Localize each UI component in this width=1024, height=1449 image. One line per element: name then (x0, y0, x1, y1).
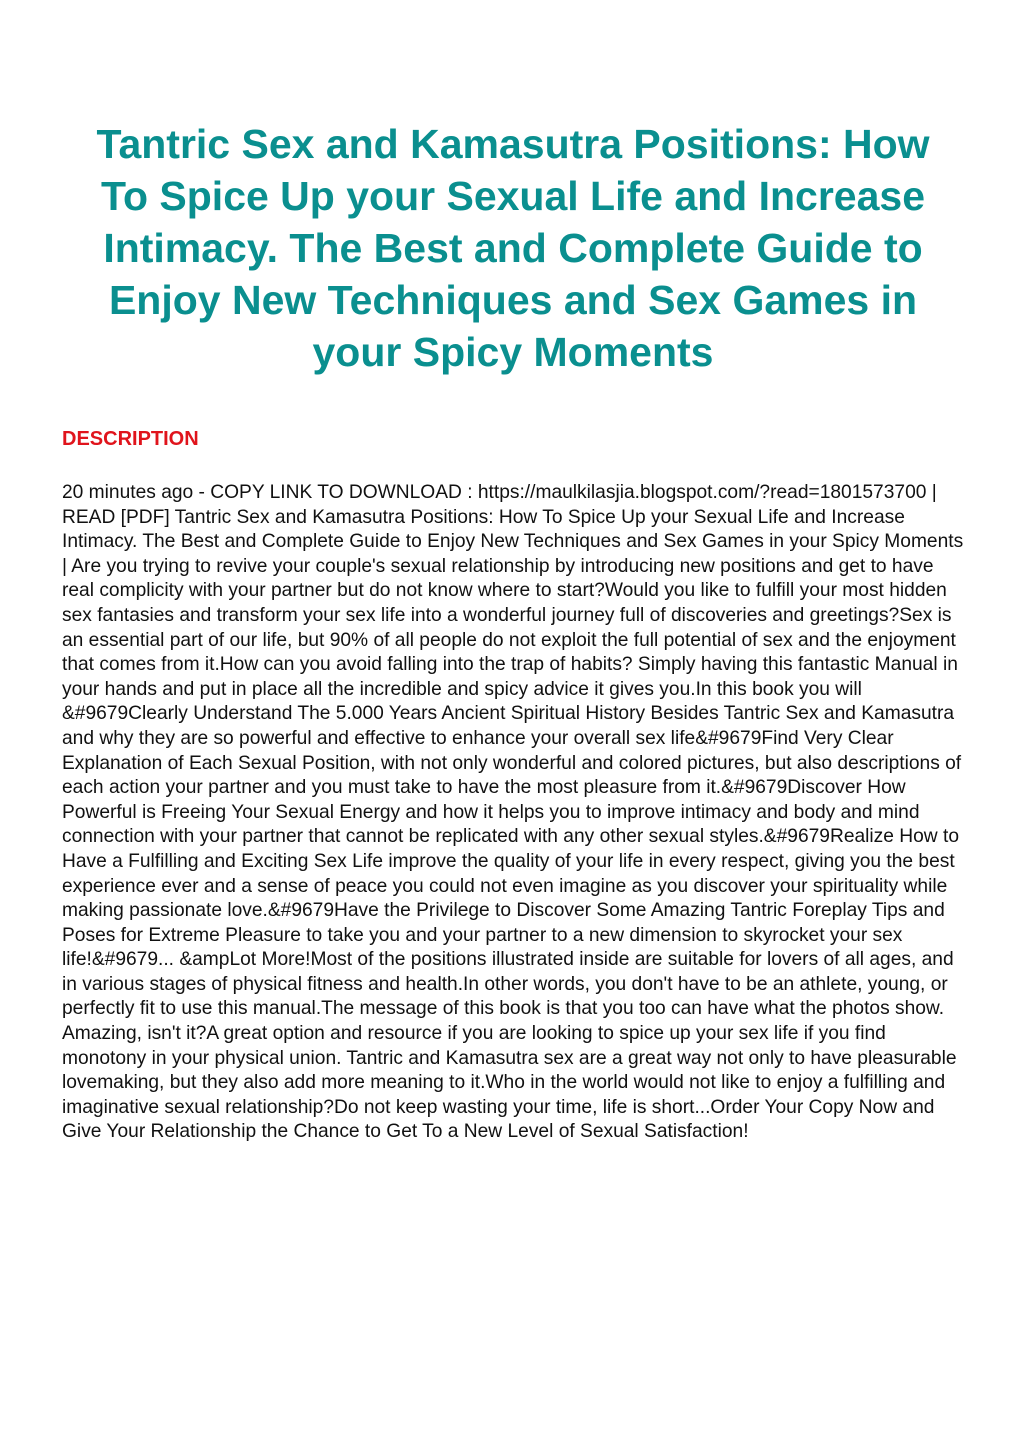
description-text: 20 minutes ago - COPY LINK TO DOWNLOAD : https://maulkilasjia.blogspot.com/?read=1801573700 | READ [PDF] Tantric Sex and Kamasutra Positions: How To Spice Up your Sexual Life and Increase Intimacy. The Best and Complete Guide to Enjoy New Techniques and Sex Games in your Spicy Moments | Are you trying to revive your couple's sexual relationship by introducing new positions and get to have real complicity with your partner but do not know where to start?Would you like to fulfill your most hidden sex fantasies and transform your sex life into a wonderful journey full of discoveries and greetings?Sex is an essential part of our life, but 90% of all people do not exploit the full potential of sex and the enjoyment that comes from it.How can you avoid falling into the trap of habits? Simply having this fantastic Manual in your hands and put in place all the incredible and spicy advice it gives you.In this book you will &#9679Clearly Understand The 5.000 Years Ancient Spiritual History Besides Tantric Sex and Kamasutra and why they are so powerful and effective to enhance your overall sex life&#9679Find Very Clear Explanation of Each Sexual Position, with not only wonderful and colored pictures, but also descriptions of each action your partner and you must take to have the most pleasure from it.&#9679Discover How Powerful is Freeing Your Sexual Energy and how it helps you to improve intimacy and body and mind connection with your partner that cannot be replicated with any other sexual styles.&#9679Realize How to Have a Fulfilling and Exciting Sex Life improve the quality of your life in every respect, giving you the best experience ever and a sense of peace you could not even imagine as you discover your spirituality while making passionate love.&#9679Have the Privilege to Discover Some Amazing Tantric Foreplay Tips and Poses for Extreme Pleasure to take you and your partner to a new dimension to skyrocket your sex life!&#9679... &ampLot More!Most of the positions illustrated inside are suitable for lovers of all ages, and in various stages of physical fitness and health.In other words, you don't have to be an athlete, young, or perfectly fit to use this manual.The message of this book is that you too can have what the photos show. Amazing, isn't it?A great option and resource if you are looking to spice up your sex life if you find monotony in your physical union. Tantric and Kamasutra sex are a great way not only to have pleasurable lovemaking, but they also add more meaning to it.Who in the world would not like to enjoy a fulfilling and imaginative sexual relationship?Do not keep wasting your time, life is short...Order Your Copy Now and Give Your Relationship the Chance to Get To a New Level of Sexual Satisfaction! (62, 482, 964, 1143)
page-title: Tantric Sex and Kamasutra Positions: How To Spice Up your Sexual Life and Increase Intimacy. The Best and Complete Guide to Enjoy New Techniques and Sex Games in your Spicy Moments (96, 121, 930, 375)
description-heading: DESCRIPTION (62, 428, 199, 450)
